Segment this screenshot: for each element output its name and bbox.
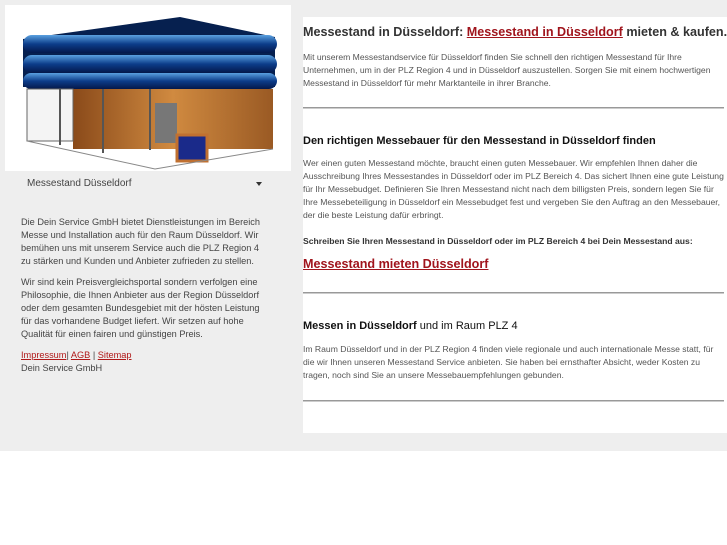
agb-link[interactable]: AGB (70, 350, 91, 360)
separator: | (92, 350, 96, 360)
title-prefix: Messestand in Düsseldorf: (303, 25, 467, 39)
sidebar-text (21, 216, 271, 375)
dropdown-label: Messestand Düsseldorf (27, 178, 132, 189)
company-name: Dein Service GmbH (21, 363, 103, 373)
title-suffix: mieten & kaufen. (622, 25, 727, 39)
section-heading-messen (303, 320, 518, 332)
divider (303, 107, 724, 109)
messebauer-paragraph: Wer einen guten Messestand möchte, braucht einen guten Messebauer. Wir empfehlen Ihnen daher die Ausschreibung Ihres Messestandes in Düsseldorf oder im PLZ Bereich 4. Das sichert Ihnen eine gute Leistung für Ihr Messebudget. Definieren Sie Ihren Messestand nicht nach dem billigsten Preis, sondern legen Sie für Ihre Messebeteiligung in Düsseldorf ein Messebudget fest und vergeben Sie den Auftrag an den Messebauer, der die beste Leistung dafür erbringt. (303, 158, 724, 220)
footer-links (21, 349, 271, 362)
exhibition-stand-image (5, 5, 291, 171)
divider (303, 400, 724, 402)
sitemap-link[interactable]: Sitemap (97, 350, 132, 360)
location-dropdown[interactable] (27, 178, 267, 192)
title-link[interactable]: Messestand in Düsseldorf (466, 25, 623, 39)
separator: | (66, 350, 69, 360)
sidebar-paragraph: Die Dein Service GmbH bietet Dienstleistungen im Bereich Messe und Installation auch für den Raum Düsseldorf. Wir bemühen uns mit unserem Service auch die PLZ Region 4 zu stärken und Kunden und Anbieter zufrieden zu stellen. (21, 217, 260, 266)
sidebar-paragraph: Wir sind kein Preisvergleichsportal sondern verfolgen eine Philosophie, die Ihnen Anbieter aus der Region Düsseldorf oder dem gesamten Bundesgebiet mit der hösten Leistung für das vorhandene Budget liefert. Wir setzen auf hohe Qualität für einen fairen und günstigen Preis. (21, 277, 260, 339)
heading-bold: Messen in Düsseldorf (303, 320, 417, 332)
chevron-down-icon (256, 182, 262, 186)
main-content (303, 17, 727, 433)
messen-paragraph: Im Raum Düsseldorf und in der PLZ Region 4 finden viele regionale und auch internationale Messe statt, für die wir Ihnen unseren Messestand Service anbieten. Sie haben bei ernsthafter Absicht, weder Kosten zu tragen, noch sind Sie an unsere Messebauempfehlungen gebunden. (303, 344, 714, 380)
section-heading-messebauer: Den richtigen Messebauer für den Messestand in Düsseldorf finden (303, 135, 656, 147)
cta-heading: Schreiben Sie Ihren Messestand in Düsseldorf oder im PLZ Bereich 4 bei Dein Messestand aus: (303, 236, 693, 246)
divider (303, 292, 724, 294)
page-title (303, 25, 727, 39)
heading-rest: und im Raum PLZ 4 (416, 320, 518, 332)
impressum-link[interactable]: Impressum (21, 350, 67, 360)
rent-stand-link[interactable]: Messestand mieten Düsseldorf (303, 257, 489, 271)
intro-paragraph: Mit unserem Messestandservice für Düsseldorf finden Sie schnell den richtigen Messestand für Ihre Unternehmen, um in der PLZ Region 4 und in Düsseldorf auszustellen. Sorgen Sie mit einem hochwertigen Messestand in Düsseldorf für mehr Marktanteile in ihrer Branche. (303, 52, 711, 88)
